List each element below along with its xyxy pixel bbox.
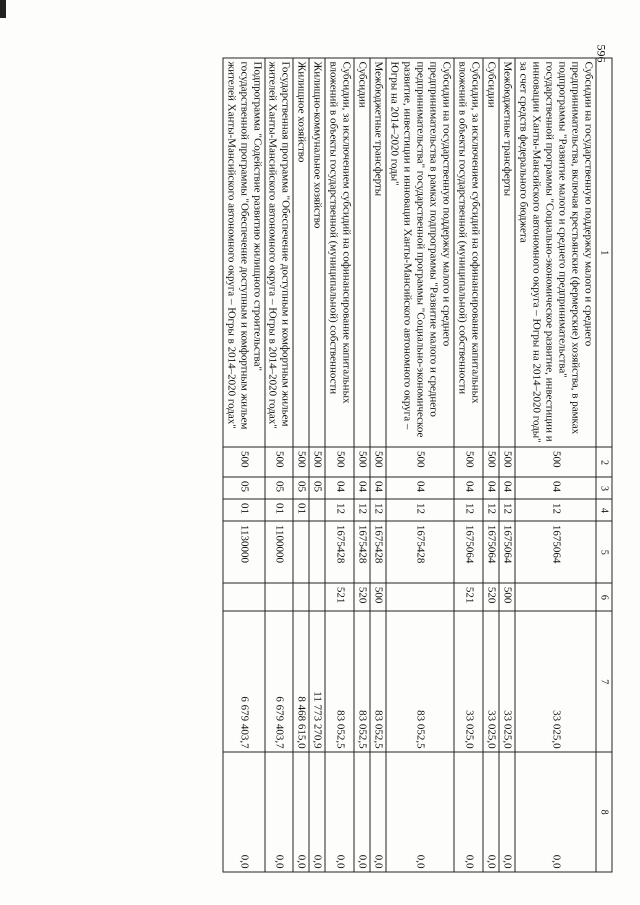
row-description: Межбюджетные трансферты (499, 58, 515, 447)
row-code-6: 521 (454, 583, 483, 611)
row-code-4: 12 (499, 499, 515, 521)
table-row (386, 58, 454, 872)
row-code-6 (293, 583, 309, 611)
row-amount-8: 0,0 (454, 752, 483, 872)
row-description: Субсидии на государственную поддержку малого и среднего предпринимательства, включая крестьянские (фермерские) хозяйства, в рамках подпрограммы "Развитие малого и среднего предпринимательства" государственной программы "Социально-экономическое развитие, инвестиции и инновации Ханты-Мансийского автономного округа – Югры на 2014–2020 годы" за счет средств федерального бюджета (515, 58, 596, 447)
row-code-2: 500 (325, 447, 354, 477)
row-amount: 83 052,5 (354, 611, 370, 752)
row-code-5: 1675428 (386, 521, 454, 583)
row-code-6 (515, 583, 596, 611)
row-code-4: 12 (454, 499, 483, 521)
row-code-3: 05 (264, 477, 293, 499)
row-code-4: 01 (222, 499, 264, 521)
page-number: 596 (594, 44, 609, 63)
row-code-4 (309, 499, 325, 521)
row-amount-8: 0,0 (483, 752, 499, 872)
row-code-5: 1675428 (370, 521, 386, 583)
row-code-2: 500 (370, 447, 386, 477)
row-code-2: 500 (222, 447, 264, 477)
row-description: Межбюджетные трансферты (370, 58, 386, 447)
row-amount: 6 679 403,7 (222, 611, 264, 752)
row-code-6 (264, 583, 293, 611)
row-code-6: 520 (483, 583, 499, 611)
row-amount-8: 0,0 (499, 752, 515, 872)
row-description: Жилищно-коммунальное хозяйство (309, 58, 325, 447)
row-amount: 83 052,5 (386, 611, 454, 752)
row-description: Подпрограмма "Содействие развитию жилищного строительства" государственной программы "Обеспечение доступным и комфортным жильем жителей Ханты-Мансийского автономного округа – Югры в 2014–2020 годах" (222, 58, 264, 447)
row-code-3: 04 (454, 477, 483, 499)
header-cell: 1 (596, 58, 612, 447)
row-description: Субсидии на государственную поддержку малого и среднего предпринимательства в рамках подпрограммы "Развитие малого и среднего предпринимательства" государственной программы "Социально-экономическое развитие, инвестиции и инновации Ханты-Мансийского автономного округа – Югры на 2014–2020 годы" (386, 58, 454, 447)
row-code-4: 12 (515, 499, 596, 521)
row-code-5: 1675064 (454, 521, 483, 583)
row-code-3: 04 (370, 477, 386, 499)
row-code-3: 05 (293, 477, 309, 499)
row-amount: 33 025,0 (454, 611, 483, 752)
row-code-4: 12 (325, 499, 354, 521)
row-code-5: 1675428 (354, 521, 370, 583)
row-code-2: 500 (354, 447, 370, 477)
table-row (370, 58, 386, 872)
row-amount: 33 025,0 (499, 611, 515, 752)
row-amount-8: 0,0 (293, 752, 309, 872)
row-code-2: 500 (499, 447, 515, 477)
row-code-4: 01 (293, 499, 309, 521)
row-amount: 33 025,0 (515, 611, 596, 752)
table-row (325, 58, 354, 872)
row-description: Субсидии, за исключением субсидий на софинансирование капитальных вложений в объекты государственной (муниципальной) собственности (325, 58, 354, 447)
row-amount-8: 0,0 (370, 752, 386, 872)
row-code-5 (309, 521, 325, 583)
row-code-4: 12 (386, 499, 454, 521)
table-row (483, 58, 499, 872)
row-code-6: 500 (499, 583, 515, 611)
row-code-3: 04 (499, 477, 515, 499)
row-code-2: 500 (264, 447, 293, 477)
table-row (264, 58, 293, 872)
header-cell: 5 (596, 521, 612, 583)
row-code-5: 1675064 (483, 521, 499, 583)
row-code-2: 500 (454, 447, 483, 477)
row-code-2: 500 (515, 447, 596, 477)
header-cell: 3 (596, 477, 612, 499)
row-amount-8: 0,0 (386, 752, 454, 872)
row-code-6: 500 (370, 583, 386, 611)
row-code-6: 521 (325, 583, 354, 611)
row-code-3: 04 (325, 477, 354, 499)
row-description: Субсидии (483, 58, 499, 447)
row-code-3: 04 (483, 477, 499, 499)
row-amount: 11 773 270,9 (309, 611, 325, 752)
row-code-5: 1675064 (499, 521, 515, 583)
row-code-2: 500 (483, 447, 499, 477)
table-row (222, 58, 264, 872)
row-code-5: 1130000 (222, 521, 264, 583)
row-code-2: 500 (293, 447, 309, 477)
row-amount-8: 0,0 (515, 752, 596, 872)
row-code-6: 520 (354, 583, 370, 611)
row-amount-8: 0,0 (222, 752, 264, 872)
row-code-6 (309, 583, 325, 611)
row-description: Государственная программа "Обеспечение доступным и комфортным жильем жителей Ханты-Мансийского автономного округа – Югры в 2014–2020 годах" (264, 58, 293, 447)
row-amount: 33 025,0 (483, 611, 499, 752)
row-code-3: 04 (515, 477, 596, 499)
rotated-budget-table (64, 58, 612, 873)
row-code-2: 500 (309, 447, 325, 477)
row-amount: 6 679 403,7 (264, 611, 293, 752)
row-description: Субсидии, за исключением субсидий на софинансирование капитальных вложений в объекты государственной (муниципальной) собственности (454, 58, 483, 447)
row-amount: 8 468 615,0 (293, 611, 309, 752)
budget-table (222, 58, 612, 873)
header-cell: 2 (596, 447, 612, 477)
table-row (354, 58, 370, 872)
header-cell: 8 (596, 752, 612, 872)
row-code-6 (222, 583, 264, 611)
row-code-5 (293, 521, 309, 583)
scan-edge-mark (0, 0, 6, 18)
row-code-3: 04 (354, 477, 370, 499)
row-amount-8: 0,0 (325, 752, 354, 872)
row-amount-8: 0,0 (309, 752, 325, 872)
row-code-2: 500 (386, 447, 454, 477)
row-amount: 83 052,5 (325, 611, 354, 752)
row-code-3: 05 (309, 477, 325, 499)
table-row (293, 58, 309, 872)
table-row (454, 58, 483, 872)
row-code-4: 01 (264, 499, 293, 521)
table-row (309, 58, 325, 872)
row-amount: 83 052,5 (370, 611, 386, 752)
header-cell: 7 (596, 611, 612, 752)
row-code-5: 1675428 (325, 521, 354, 583)
row-code-3: 05 (222, 477, 264, 499)
row-code-4: 12 (370, 499, 386, 521)
row-code-5: 1100000 (264, 521, 293, 583)
table-row (499, 58, 515, 872)
row-code-4: 12 (354, 499, 370, 521)
row-code-4: 12 (483, 499, 499, 521)
row-description: Жилищное хозяйство (293, 58, 309, 447)
row-code-5: 1675064 (515, 521, 596, 583)
header-row (596, 58, 612, 872)
header-cell: 4 (596, 499, 612, 521)
header-cell: 6 (596, 583, 612, 611)
row-amount-8: 0,0 (354, 752, 370, 872)
row-code-6 (386, 583, 454, 611)
row-code-3: 04 (386, 477, 454, 499)
table-row (515, 58, 596, 872)
row-amount-8: 0,0 (264, 752, 293, 872)
row-description: Субсидии (354, 58, 370, 447)
